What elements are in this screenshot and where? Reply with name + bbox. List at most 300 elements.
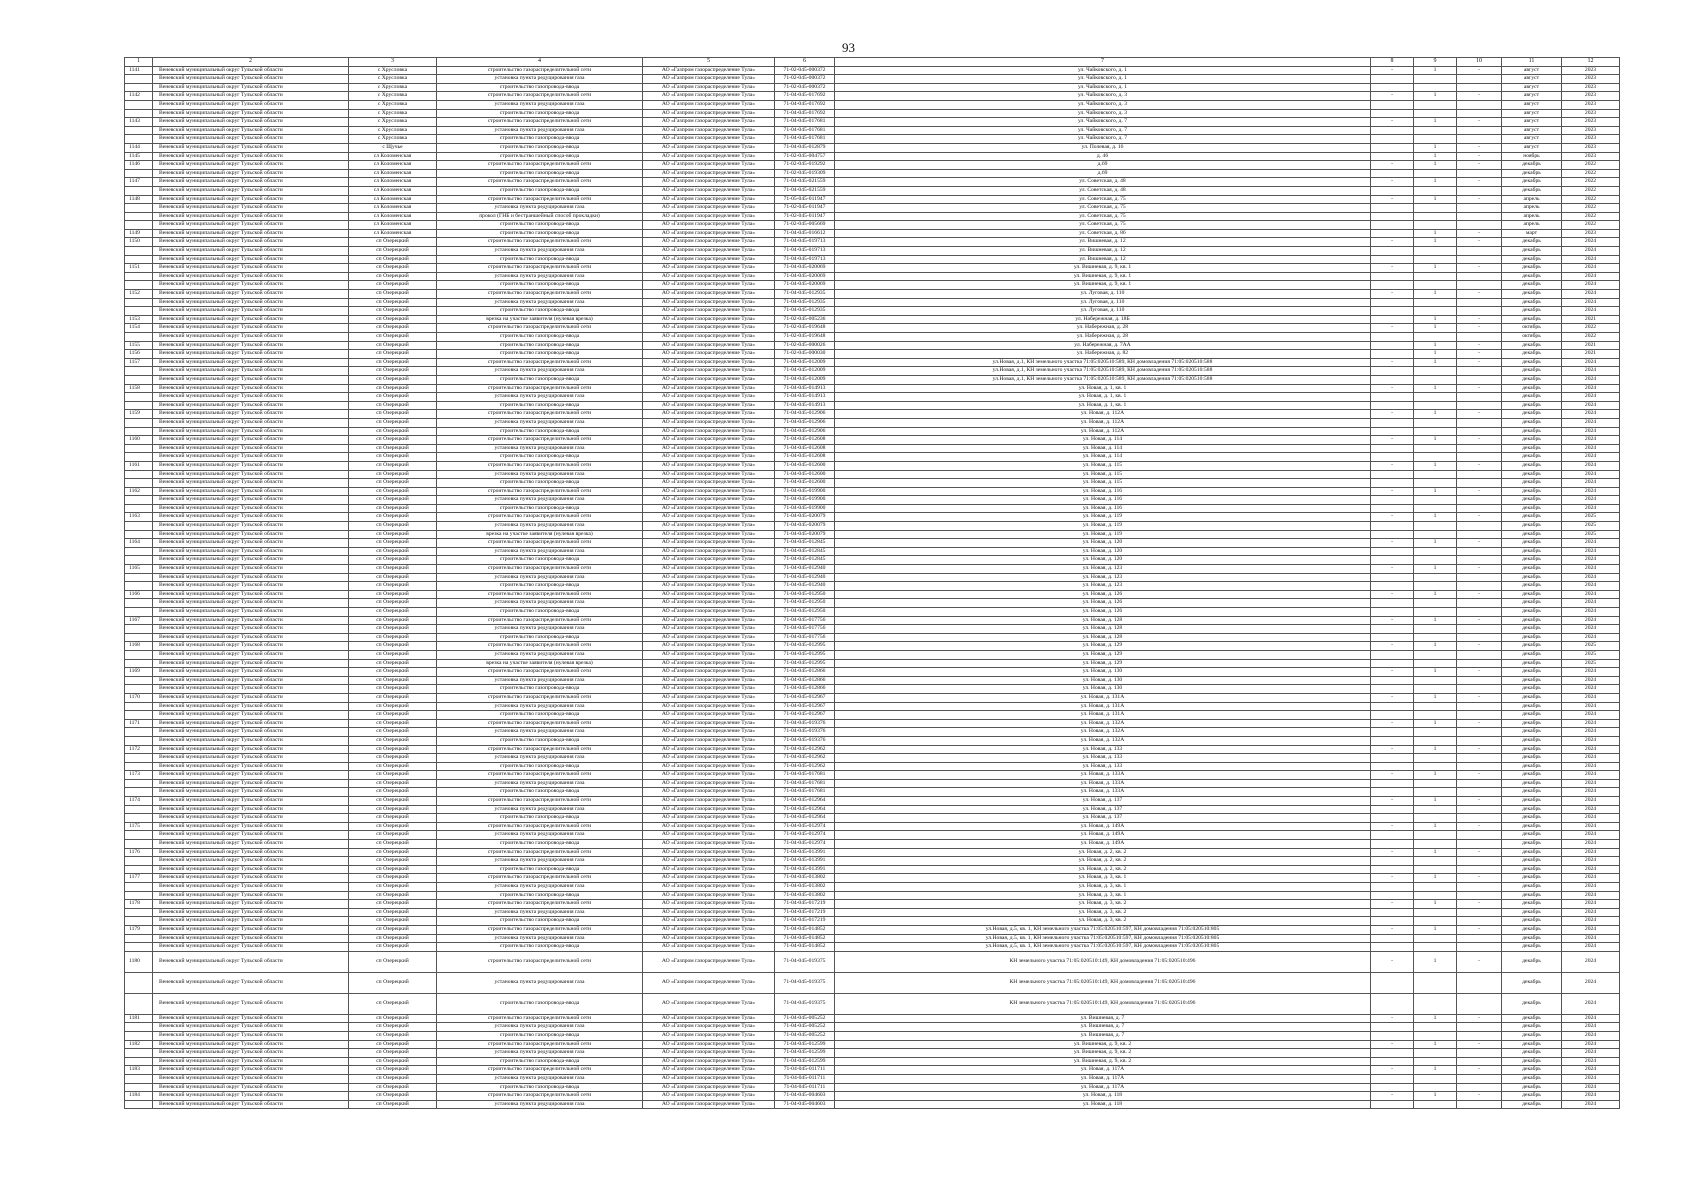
cell-col-10 xyxy=(1457,633,1502,642)
cell-month: декабрь xyxy=(1502,668,1562,677)
cell-col-8 xyxy=(1371,573,1414,582)
cell-application-number: 71-04-045-017681 xyxy=(775,788,835,797)
cell-col-9: 1 xyxy=(1414,565,1457,574)
cell-col-10 xyxy=(1457,934,1502,943)
cell-application-number: 71-04-045-012009 xyxy=(775,367,835,376)
cell-month: декабрь xyxy=(1502,590,1562,599)
cell-month: август xyxy=(1502,75,1562,84)
cell-work-type: строительство газораспределительной сети xyxy=(437,290,643,299)
cell-col-9: 1 xyxy=(1414,92,1457,101)
cell-row-number: 1173 xyxy=(125,771,153,780)
cell-application-number: 71-04-045-012600 xyxy=(775,479,835,488)
cell-application-number: 71-04-045-004603 xyxy=(775,1100,835,1109)
cell-municipality: Веневский муниципальный округ Тульской области xyxy=(153,840,349,849)
cell-month: декабрь xyxy=(1502,831,1562,840)
cell-settlement: сп Озерецкий xyxy=(349,315,437,324)
cell-settlement: сп Озерецкий xyxy=(349,350,437,359)
cell-row-number xyxy=(125,788,153,797)
cell-month: декабрь xyxy=(1502,891,1562,900)
cell-settlement: сп Озерецкий xyxy=(349,530,437,539)
table-row xyxy=(125,925,1620,934)
cell-row-number: 1145 xyxy=(125,152,153,161)
cell-organization: АО «Газпром газораспределение Тула» xyxy=(643,797,775,806)
cell-col-9 xyxy=(1414,221,1457,230)
cell-address: ул. Новая, д. 123 xyxy=(835,565,1371,574)
cell-application-number: 71-04-045-019375 xyxy=(775,993,835,1014)
cell-settlement: сп Озерецкий xyxy=(349,341,437,350)
cell-organization: АО «Газпром газораспределение Тула» xyxy=(643,547,775,556)
cell-organization: АО «Газпром газораспределение Тула» xyxy=(643,496,775,505)
cell-year: 2023 xyxy=(1562,83,1620,92)
cell-year: 2024 xyxy=(1562,865,1620,874)
cell-month: август xyxy=(1502,92,1562,101)
cell-row-number xyxy=(125,831,153,840)
cell-row-number: 1159 xyxy=(125,410,153,419)
cell-address: ул. Вишневая, д. 9, кв. 2 xyxy=(835,1049,1371,1058)
cell-address: ул. Новая, д. 130 xyxy=(835,676,1371,685)
cell-municipality: Веневский муниципальный округ Тульской области xyxy=(153,857,349,866)
cell-row-number xyxy=(125,1057,153,1066)
cell-organization: АО «Газпром газораспределение Тула» xyxy=(643,582,775,591)
cell-settlement: сп Озерецкий xyxy=(349,522,437,531)
cell-col-8 xyxy=(1371,272,1414,281)
column-header-2: 2 xyxy=(153,58,349,67)
cell-month: декабрь xyxy=(1502,1049,1562,1058)
cell-address: ул. Вишневая, д. 9, кв. 1 xyxy=(835,281,1371,290)
cell-organization: АО «Газпром газораспределение Тула» xyxy=(643,642,775,651)
cell-municipality: Веневский муниципальный округ Тульской области xyxy=(153,745,349,754)
table-row xyxy=(125,608,1620,617)
cell-col-10 xyxy=(1457,788,1502,797)
cell-month: декабрь xyxy=(1502,1066,1562,1075)
cell-address: ул. Чайковского, д. 1 xyxy=(835,83,1371,92)
cell-row-number: 1161 xyxy=(125,461,153,470)
cell-address: д.69 xyxy=(835,169,1371,178)
cell-month: декабрь xyxy=(1502,247,1562,256)
cell-settlement: сп Озерецкий xyxy=(349,754,437,763)
cell-col-8 xyxy=(1371,530,1414,539)
cell-work-type: строительство газопровода-ввода xyxy=(437,333,643,342)
cell-address: ул. Советская, д. 48 xyxy=(835,186,1371,195)
cell-col-9: 1 xyxy=(1414,745,1457,754)
table-row xyxy=(125,972,1620,993)
cell-row-number xyxy=(125,972,153,993)
cell-col-10: - xyxy=(1457,822,1502,831)
cell-application-number: 71-04-045-014913 xyxy=(775,401,835,410)
cell-work-type: строительство газораспределительной сети xyxy=(437,264,643,273)
cell-address: ул. Новая, д. 137 xyxy=(835,814,1371,823)
cell-col-10: - xyxy=(1457,616,1502,625)
cell-row-number xyxy=(125,650,153,659)
cell-row-number xyxy=(125,496,153,505)
cell-col-9: 1 xyxy=(1414,350,1457,359)
cell-application-number: 71-02-045-000372 xyxy=(775,75,835,84)
cell-municipality: Веневский муниципальный округ Тульской области xyxy=(153,238,349,247)
cell-address: ул. Чайковского, д. 3 xyxy=(835,92,1371,101)
cell-year: 2024 xyxy=(1562,745,1620,754)
cell-address: ул. Новая, д. 149А xyxy=(835,831,1371,840)
cell-work-type: строительство газораспределительной сети xyxy=(437,461,643,470)
cell-application-number: 71-04-045-012962 xyxy=(775,745,835,754)
cell-col-8: - xyxy=(1371,487,1414,496)
cell-row-number: 1179 xyxy=(125,925,153,934)
cell-col-8 xyxy=(1371,298,1414,307)
table-row xyxy=(125,788,1620,797)
cell-col-10 xyxy=(1457,728,1502,737)
cell-organization: АО «Газпром газораспределение Тула» xyxy=(643,143,775,152)
cell-organization: АО «Газпром газораспределение Тула» xyxy=(643,693,775,702)
cell-organization: АО «Газпром газораспределение Тула» xyxy=(643,840,775,849)
cell-col-10 xyxy=(1457,255,1502,264)
cell-address: ул. Набережная, д. 18Б xyxy=(835,315,1371,324)
cell-col-10 xyxy=(1457,186,1502,195)
table-row xyxy=(125,1049,1620,1058)
cell-col-8 xyxy=(1371,367,1414,376)
cell-year: 2024 xyxy=(1562,702,1620,711)
cell-col-9 xyxy=(1414,891,1457,900)
cell-col-8 xyxy=(1371,1057,1414,1066)
cell-month: декабрь xyxy=(1502,582,1562,591)
cell-month: декабрь xyxy=(1502,161,1562,170)
cell-settlement: сп Озерецкий xyxy=(349,685,437,694)
cell-year: 2024 xyxy=(1562,685,1620,694)
cell-organization: АО «Газпром газораспределение Тула» xyxy=(643,1057,775,1066)
cell-month: декабрь xyxy=(1502,547,1562,556)
gas-works-table-container xyxy=(124,57,1619,1109)
cell-organization: АО «Газпром газораспределение Тула» xyxy=(643,891,775,900)
cell-row-number xyxy=(125,754,153,763)
cell-col-10: - xyxy=(1457,668,1502,677)
cell-col-9: 1 xyxy=(1414,874,1457,883)
cell-application-number: 71-04-045-017692 xyxy=(775,92,835,101)
cell-col-8: - xyxy=(1371,195,1414,204)
cell-col-10: - xyxy=(1457,436,1502,445)
cell-year: 2024 xyxy=(1562,711,1620,720)
cell-col-8: - xyxy=(1371,384,1414,393)
cell-application-number: 71-04-045-017219 xyxy=(775,917,835,926)
cell-address: ул. Новая, д. 128 xyxy=(835,616,1371,625)
cell-work-type: установка пункта редуцирования газа xyxy=(437,972,643,993)
cell-row-number xyxy=(125,857,153,866)
cell-municipality: Веневский муниципальный округ Тульской области xyxy=(153,453,349,462)
cell-address: ул. Новая, д. 137 xyxy=(835,797,1371,806)
cell-month: март xyxy=(1502,229,1562,238)
table-row xyxy=(125,1083,1620,1092)
cell-col-9 xyxy=(1414,75,1457,84)
cell-work-type: строительство газораспределительной сети xyxy=(437,797,643,806)
cell-month: декабрь xyxy=(1502,908,1562,917)
cell-col-10: - xyxy=(1457,951,1502,972)
cell-col-10: - xyxy=(1457,315,1502,324)
cell-col-8: - xyxy=(1371,410,1414,419)
cell-year: 2024 xyxy=(1562,410,1620,419)
cell-col-10 xyxy=(1457,754,1502,763)
cell-work-type: строительство газопровода-ввода xyxy=(437,479,643,488)
cell-application-number: 71-04-045-012599 xyxy=(775,1057,835,1066)
cell-organization: АО «Газпром газораспределение Тула» xyxy=(643,1023,775,1032)
cell-settlement: сл Коломенская xyxy=(349,212,437,221)
cell-application-number: 71-04-045-012866 xyxy=(775,676,835,685)
table-row xyxy=(125,384,1620,393)
cell-municipality: Веневский муниципальный округ Тульской области xyxy=(153,891,349,900)
cell-municipality: Веневский муниципальный округ Тульской области xyxy=(153,805,349,814)
cell-organization: АО «Газпром газораспределение Тула» xyxy=(643,556,775,565)
cell-work-type: строительство газопровода-ввода xyxy=(437,993,643,1014)
cell-col-9 xyxy=(1414,943,1457,952)
cell-address: ул. Новая, д. 126 xyxy=(835,599,1371,608)
cell-municipality: Веневский муниципальный округ Тульской области xyxy=(153,1057,349,1066)
cell-year: 2023 xyxy=(1562,229,1620,238)
cell-col-10 xyxy=(1457,281,1502,290)
cell-col-9 xyxy=(1414,676,1457,685)
cell-organization: АО «Газпром газораспределение Тула» xyxy=(643,350,775,359)
cell-address: ул. Чайковского, д. 7 xyxy=(835,135,1371,144)
cell-month: декабрь xyxy=(1502,883,1562,892)
cell-organization: АО «Газпром газораспределение Тула» xyxy=(643,1014,775,1023)
cell-organization: АО «Газпром газораспределение Тула» xyxy=(643,633,775,642)
cell-work-type: строительство газораспределительной сети xyxy=(437,436,643,445)
cell-application-number: 71-04-045-012950 xyxy=(775,599,835,608)
cell-month: декабрь xyxy=(1502,496,1562,505)
table-row xyxy=(125,504,1620,513)
cell-col-9 xyxy=(1414,401,1457,410)
cell-month: декабрь xyxy=(1502,650,1562,659)
cell-month: август xyxy=(1502,83,1562,92)
cell-organization: АО «Газпром газораспределение Тула» xyxy=(643,169,775,178)
cell-col-10 xyxy=(1457,1074,1502,1083)
cell-address: ул. Новая, д. 131А xyxy=(835,693,1371,702)
cell-municipality: Веневский муниципальный округ Тульской области xyxy=(153,1023,349,1032)
cell-settlement: сп Озерецкий xyxy=(349,1100,437,1109)
cell-work-type: установка пункта редуцирования газа xyxy=(437,702,643,711)
cell-organization: АО «Газпром газораспределение Тула» xyxy=(643,375,775,384)
cell-work-type: строительство газопровода-ввода xyxy=(437,840,643,849)
cell-col-10 xyxy=(1457,247,1502,256)
cell-settlement: сп Озерецкий xyxy=(349,238,437,247)
cell-row-number xyxy=(125,865,153,874)
cell-col-10: - xyxy=(1457,410,1502,419)
cell-col-8 xyxy=(1371,315,1414,324)
cell-col-10 xyxy=(1457,762,1502,771)
cell-settlement: сп Озерецкий xyxy=(349,556,437,565)
table-row xyxy=(125,221,1620,230)
cell-work-type: установка пункта редуцирования газа xyxy=(437,126,643,135)
cell-application-number: 71-04-045-012935 xyxy=(775,290,835,299)
cell-work-type: строительство газопровода-ввода xyxy=(437,891,643,900)
cell-organization: АО «Газпром газораспределение Тула» xyxy=(643,513,775,522)
cell-address: ул. Новая, д. 131А xyxy=(835,702,1371,711)
cell-municipality: Веневский муниципальный округ Тульской области xyxy=(153,1014,349,1023)
cell-application-number: 71-04-045-020069 xyxy=(775,264,835,273)
cell-year: 2024 xyxy=(1562,625,1620,634)
cell-work-type: строительство газопровода-ввода xyxy=(437,169,643,178)
cell-month: декабрь xyxy=(1502,556,1562,565)
cell-municipality: Веневский муниципальный округ Тульской области xyxy=(153,874,349,883)
cell-settlement: сп Озерецкий xyxy=(349,461,437,470)
cell-col-10: - xyxy=(1457,161,1502,170)
cell-col-8 xyxy=(1371,943,1414,952)
cell-col-9 xyxy=(1414,573,1457,582)
column-header-9: 9 xyxy=(1414,58,1457,67)
cell-col-10: - xyxy=(1457,1092,1502,1101)
cell-row-number xyxy=(125,186,153,195)
cell-col-10 xyxy=(1457,711,1502,720)
cell-col-8: - xyxy=(1371,290,1414,299)
cell-settlement: сп Озерецкий xyxy=(349,788,437,797)
cell-row-number: 1146 xyxy=(125,161,153,170)
cell-settlement: с Хрусловка xyxy=(349,118,437,127)
cell-address: ул. Вишневая, д. 7 xyxy=(835,1014,1371,1023)
cell-municipality: Веневский муниципальный округ Тульской области xyxy=(153,470,349,479)
cell-row-number xyxy=(125,453,153,462)
table-row xyxy=(125,298,1620,307)
cell-municipality: Веневский муниципальный округ Тульской области xyxy=(153,633,349,642)
cell-col-9 xyxy=(1414,1049,1457,1058)
cell-month: декабрь xyxy=(1502,728,1562,737)
cell-month: декабрь xyxy=(1502,272,1562,281)
cell-address: ул. Новая, д. 137 xyxy=(835,805,1371,814)
cell-address: ул. Новая, д. 132А xyxy=(835,728,1371,737)
cell-month: декабрь xyxy=(1502,857,1562,866)
cell-settlement: сп Озерецкий xyxy=(349,822,437,831)
cell-col-9: 1 xyxy=(1414,195,1457,204)
cell-month: декабрь xyxy=(1502,788,1562,797)
cell-row-number: 1176 xyxy=(125,848,153,857)
cell-municipality: Веневский муниципальный округ Тульской области xyxy=(153,831,349,840)
cell-col-8 xyxy=(1371,229,1414,238)
cell-month: декабрь xyxy=(1502,315,1562,324)
cell-organization: АО «Газпром газораспределение Тула» xyxy=(643,1100,775,1109)
cell-year: 2024 xyxy=(1562,436,1620,445)
cell-col-9 xyxy=(1414,479,1457,488)
cell-col-9: 1 xyxy=(1414,229,1457,238)
cell-col-10 xyxy=(1457,865,1502,874)
cell-col-8: - xyxy=(1371,565,1414,574)
cell-work-type: строительство газораспределительной сети xyxy=(437,719,643,728)
cell-col-9 xyxy=(1414,255,1457,264)
cell-month: декабрь xyxy=(1502,341,1562,350)
cell-address: ул. Вишневая, д. 7 xyxy=(835,1031,1371,1040)
cell-year: 2024 xyxy=(1562,358,1620,367)
cell-col-8 xyxy=(1371,1100,1414,1109)
cell-year: 2023 xyxy=(1562,66,1620,75)
cell-month: декабрь xyxy=(1502,393,1562,402)
cell-year: 2024 xyxy=(1562,788,1620,797)
cell-col-8 xyxy=(1371,350,1414,359)
cell-row-number xyxy=(125,109,153,118)
cell-organization: АО «Газпром газораспределение Тула» xyxy=(643,307,775,316)
cell-year: 2024 xyxy=(1562,418,1620,427)
cell-col-10 xyxy=(1457,831,1502,840)
cell-organization: АО «Газпром газораспределение Тула» xyxy=(643,831,775,840)
cell-col-9 xyxy=(1414,788,1457,797)
cell-settlement: сп Озерецкий xyxy=(349,281,437,290)
cell-municipality: Веневский муниципальный округ Тульской области xyxy=(153,908,349,917)
cell-row-number xyxy=(125,908,153,917)
cell-year: 2024 xyxy=(1562,1092,1620,1101)
cell-col-10: - xyxy=(1457,350,1502,359)
cell-organization: АО «Газпром газораспределение Тула» xyxy=(643,736,775,745)
cell-col-10 xyxy=(1457,908,1502,917)
cell-settlement: сп Озерецкий xyxy=(349,951,437,972)
cell-year: 2023 xyxy=(1562,109,1620,118)
cell-row-number xyxy=(125,427,153,436)
cell-municipality: Веневский муниципальный округ Тульской области xyxy=(153,779,349,788)
cell-municipality: Веневский муниципальный округ Тульской области xyxy=(153,393,349,402)
cell-col-10 xyxy=(1457,393,1502,402)
cell-month: декабрь xyxy=(1502,487,1562,496)
cell-settlement: сп Озерецкий xyxy=(349,762,437,771)
cell-col-10: - xyxy=(1457,152,1502,161)
cell-work-type: строительство газораспределительной сети xyxy=(437,822,643,831)
cell-settlement: сп Озерецкий xyxy=(349,1023,437,1032)
cell-municipality: Веневский муниципальный округ Тульской области xyxy=(153,281,349,290)
cell-col-10: - xyxy=(1457,264,1502,273)
cell-year: 2024 xyxy=(1562,848,1620,857)
cell-organization: АО «Газпром газораспределение Тула» xyxy=(643,247,775,256)
table-row xyxy=(125,633,1620,642)
cell-month: декабрь xyxy=(1502,1057,1562,1066)
cell-month: декабрь xyxy=(1502,470,1562,479)
cell-application-number: 71-02-045-000030 xyxy=(775,350,835,359)
cell-year: 2024 xyxy=(1562,479,1620,488)
column-header-3: 3 xyxy=(349,58,437,67)
cell-application-number: 71-04-045-019900 xyxy=(775,496,835,505)
cell-col-10: - xyxy=(1457,745,1502,754)
cell-month: декабрь xyxy=(1502,1040,1562,1049)
cell-settlement: сп Озерецкий xyxy=(349,1040,437,1049)
cell-year: 2025 xyxy=(1562,513,1620,522)
table-row xyxy=(125,702,1620,711)
cell-application-number: 71-04-045-004603 xyxy=(775,1092,835,1101)
cell-col-9: 1 xyxy=(1414,848,1457,857)
cell-settlement: сл Коломенская xyxy=(349,229,437,238)
cell-application-number: 71-04-045-012995 xyxy=(775,642,835,651)
cell-col-8 xyxy=(1371,143,1414,152)
cell-col-9 xyxy=(1414,702,1457,711)
cell-address: ул. Луговая, д. 110 xyxy=(835,290,1371,299)
cell-month: декабрь xyxy=(1502,693,1562,702)
cell-col-10 xyxy=(1457,659,1502,668)
cell-settlement: сл Коломенская xyxy=(349,178,437,187)
cell-application-number: 71-04-045-020079 xyxy=(775,522,835,531)
cell-organization: АО «Газпром газораспределение Тула» xyxy=(643,874,775,883)
cell-municipality: Веневский муниципальный округ Тульской области xyxy=(153,848,349,857)
cell-organization: АО «Газпром газораспределение Тула» xyxy=(643,908,775,917)
cell-address: ул. Новая, д. 126 xyxy=(835,608,1371,617)
cell-application-number: 71-04-045-013802 xyxy=(775,883,835,892)
cell-month: декабрь xyxy=(1502,771,1562,780)
cell-application-number: 71-04-045-019900 xyxy=(775,504,835,513)
cell-settlement: сп Озерецкий xyxy=(349,427,437,436)
cell-work-type: установка пункта редуцирования газа xyxy=(437,247,643,256)
table-row xyxy=(125,135,1620,144)
cell-application-number: 71-04-045-020079 xyxy=(775,530,835,539)
cell-address: ул. Вишневая, д. 9, кв. 1 xyxy=(835,272,1371,281)
cell-application-number: 71-04-045-014913 xyxy=(775,393,835,402)
cell-col-9 xyxy=(1414,212,1457,221)
cell-address: ул. Новая, д. 1, кв. 1 xyxy=(835,384,1371,393)
cell-col-8 xyxy=(1371,762,1414,771)
table-row xyxy=(125,143,1620,152)
cell-year: 2024 xyxy=(1562,1066,1620,1075)
cell-address: ул. Новая, д. 114 xyxy=(835,444,1371,453)
cell-row-number xyxy=(125,805,153,814)
table-row xyxy=(125,719,1620,728)
cell-row-number xyxy=(125,479,153,488)
cell-col-10: - xyxy=(1457,238,1502,247)
cell-work-type: установка пункта редуцирования газа xyxy=(437,298,643,307)
